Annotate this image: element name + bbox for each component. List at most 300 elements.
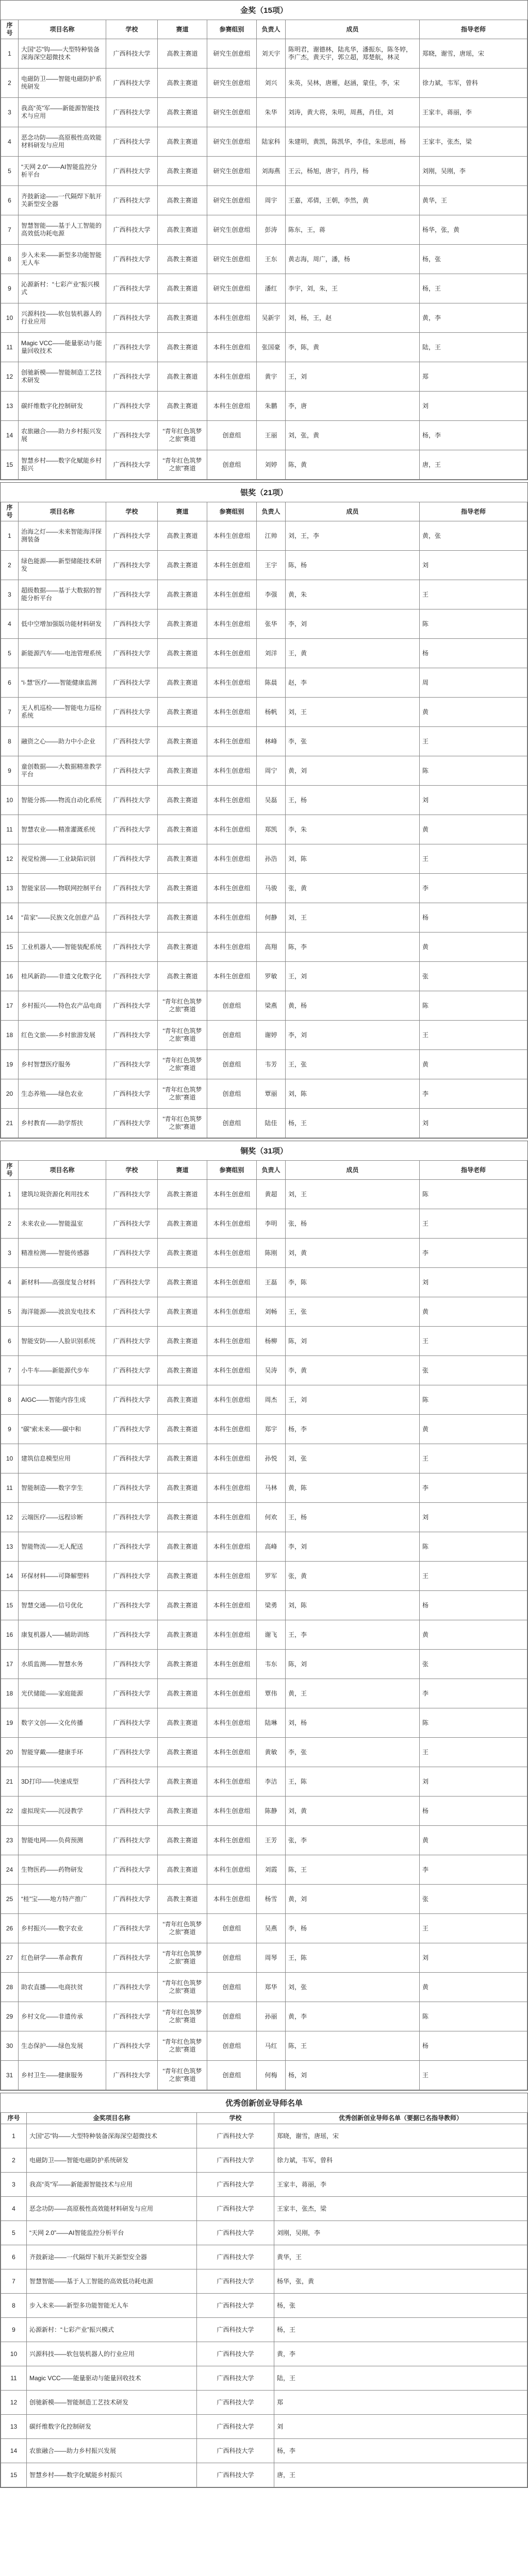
table-cell: 红色文旅——乡村旅游发展	[19, 1021, 106, 1050]
table-cell: 刘，杨，王，赵	[286, 303, 420, 333]
table-cell: 王家丰，蒋丽，李	[420, 98, 527, 127]
table-cell: 高教主赛道	[158, 157, 207, 186]
table-row	[1, 1503, 527, 1532]
table-row	[1, 157, 527, 186]
table-cell: 高教主赛道	[158, 1209, 207, 1239]
table-cell: 黄，陈	[286, 1473, 420, 1503]
table-cell: 新能源汽车——电池管理系统	[19, 639, 106, 668]
table-cell: 20	[1, 1738, 19, 1767]
table-cell: 李	[420, 1239, 527, 1268]
table-cell: 陈	[420, 2002, 527, 2031]
table-cell: 1	[1, 2124, 27, 2148]
table-row	[1, 1797, 527, 1826]
table-cell: 高教主赛道	[158, 1180, 207, 1209]
table-cell: 王，刘	[286, 962, 420, 991]
table-cell: 王芳	[257, 1826, 286, 1855]
table-cell: 李	[420, 1855, 527, 1885]
table-cell: 19	[1, 1708, 19, 1738]
table-cell: 陈，王	[286, 1855, 420, 1885]
table-row	[1, 450, 527, 480]
table-cell: 杨，王	[274, 2318, 527, 2342]
table-cell: 刘畅	[257, 1297, 286, 1327]
table-cell: 杨	[420, 1591, 527, 1620]
table-row	[1, 69, 527, 98]
table-cell: 王，杨	[286, 1503, 420, 1532]
table-cell: 李，陈	[286, 1268, 420, 1297]
table-cell: 创意组	[207, 1914, 257, 1943]
table-cell: 22	[1, 1797, 19, 1826]
table-cell: 广西科技大学	[106, 1079, 158, 1109]
table-cell: 广西科技大学	[197, 2415, 274, 2439]
table-cell: 智能穿戴——健康手环	[19, 1738, 106, 1767]
table-cell: 2	[1, 551, 19, 580]
table-cell: 广西科技大学	[197, 2318, 274, 2342]
table-cell: “青年红色筑梦之旅”赛道	[158, 421, 207, 450]
table-cell: 刘，王	[286, 903, 420, 933]
table-cell: 陆，王	[274, 2366, 527, 2391]
table-cell: 高教主赛道	[158, 1885, 207, 1914]
table-cell: 广西科技大学	[106, 874, 158, 903]
table-row	[1, 1109, 527, 1138]
table-cell: 本科生创意组	[207, 1209, 257, 1239]
table-cell: 高教主赛道	[158, 1356, 207, 1385]
table-cell: 创意组	[207, 1109, 257, 1138]
table-cell: 吴涛	[257, 1356, 286, 1385]
table-cell: 智慧交通——信号优化	[19, 1591, 106, 1620]
table-cell: 10	[1, 2342, 27, 2366]
table-cell: 黄华，王	[420, 186, 527, 215]
table-cell: 广西科技大学	[106, 1708, 158, 1738]
table-cell: 智能家居——物联网控制平台	[19, 874, 106, 903]
table-row	[1, 639, 527, 668]
table-cell: 本科生创意组	[207, 933, 257, 962]
table-cell: 李明	[257, 1209, 286, 1239]
table-row	[1, 1050, 527, 1079]
column-header: 学校	[197, 2113, 274, 2124]
table-cell: 张华	[257, 609, 286, 639]
table-cell: 17	[1, 991, 19, 1021]
column-header: 指导老师	[420, 502, 527, 521]
table-row	[1, 2269, 527, 2294]
table-cell: 高教主赛道	[158, 874, 207, 903]
award-table	[1, 502, 527, 1138]
table-cell: 乡村文化——非遗传承	[19, 2002, 106, 2031]
column-header: 项目名称	[19, 20, 106, 39]
table-cell: 广西科技大学	[106, 1562, 158, 1591]
table-cell: 红色研学——革命教育	[19, 1943, 106, 1973]
table-cell: 创意组	[207, 1050, 257, 1079]
table-row	[1, 1973, 527, 2002]
table-row	[1, 303, 527, 333]
table-row	[1, 127, 527, 157]
table-cell: 智能制造——数字孪生	[19, 1473, 106, 1503]
table-cell: 24	[1, 1855, 19, 1885]
table-cell: “青年红色筑梦之旅”赛道	[158, 450, 207, 480]
table-cell: 本科生创意组	[207, 1826, 257, 1855]
table-cell: 工业机器人——智能装配系统	[19, 933, 106, 962]
table-cell: 齐鼓新途——一代隔焊下航开关新型安全器	[19, 186, 106, 215]
table-cell: 陈，刘	[286, 1650, 420, 1679]
table-cell: 本科生创意组	[207, 668, 257, 698]
table-row	[1, 1473, 527, 1503]
table-row	[1, 756, 527, 786]
table-cell: “苗家”——民族文化创意产品	[19, 903, 106, 933]
table-cell: 碳纤维数字化控制研发	[27, 2415, 197, 2439]
table-cell: 杨，李	[420, 421, 527, 450]
column-header: 参赛组别	[207, 502, 257, 521]
table-cell: 15	[1, 1591, 19, 1620]
table-cell: 本科生创意组	[207, 1385, 257, 1415]
table-cell: 广西科技大学	[106, 2031, 158, 2061]
table-cell: 融资之心——助力中小企业	[19, 727, 106, 756]
table-cell: 高教主赛道	[158, 786, 207, 815]
table-cell: 王磊	[257, 1268, 286, 1297]
table-row	[1, 2061, 527, 2090]
table-cell: 陆琳	[257, 1708, 286, 1738]
table-cell: 杨，李	[286, 1415, 420, 1444]
table-cell: 本科生创意组	[207, 580, 257, 609]
table-row	[1, 2148, 527, 2173]
column-header: 参赛组别	[207, 1161, 257, 1180]
table-cell: 本科生创意组	[207, 551, 257, 580]
table-cell: 4	[1, 2197, 27, 2221]
table-cell: 数字文创——文化传播	[19, 1708, 106, 1738]
table-cell: 王东	[257, 245, 286, 274]
table-cell: 杨	[420, 639, 527, 668]
table-cell: 吴磊	[257, 786, 286, 815]
table-cell: 研究生创意组	[207, 98, 257, 127]
table-cell: 兴源科技——软包装机器人的行业应用	[27, 2342, 197, 2366]
table-cell: 徐力斌，韦军，曾科	[274, 2148, 527, 2173]
table-cell: 唐，王	[420, 450, 527, 480]
table-cell: 广西科技大学	[106, 1415, 158, 1444]
award-section-title: 金奖（15项）	[240, 6, 288, 15]
table-cell: 刘，陈	[286, 844, 420, 874]
table-cell: 广西科技大学	[106, 580, 158, 609]
table-row	[1, 2173, 527, 2197]
table-cell: 高教主赛道	[158, 815, 207, 844]
table-cell: 李强	[257, 580, 286, 609]
table-cell: 恶念功防——高原极性高效能材料研发与应用	[19, 127, 106, 157]
table-cell: 21	[1, 1109, 19, 1138]
table-cell: 精准检测——智能传感器	[19, 1239, 106, 1268]
table-cell: 研究生创意组	[207, 69, 257, 98]
table-row	[1, 2245, 527, 2269]
table-cell: 广西科技大学	[106, 639, 158, 668]
table-row	[1, 1268, 527, 1297]
table-cell: 吴燕	[257, 1914, 286, 1943]
table-cell: 本科生创意组	[207, 1503, 257, 1532]
table-cell: 16	[1, 1620, 19, 1650]
table-cell: 本科生创意组	[207, 756, 257, 786]
table-cell: 本科生创意组	[207, 844, 257, 874]
column-header: 指导老师	[420, 1161, 527, 1180]
table-cell: 王	[420, 1562, 527, 1591]
table-cell: 13	[1, 392, 19, 421]
table-cell: 朱建明，黄凯，陈凯华，李佳，朱思雨，杨	[286, 127, 420, 157]
table-cell: “青年红色筑梦之旅”赛道	[158, 1109, 207, 1138]
table-cell: 本科生创意组	[207, 1679, 257, 1708]
table-cell: 陆家科	[257, 127, 286, 157]
table-cell: 28	[1, 1973, 19, 2002]
table-cell: 黄	[420, 1973, 527, 2002]
table-cell: 本科生创意组	[207, 1650, 257, 1679]
table-cell: 黄	[420, 815, 527, 844]
table-cell: 王，陈	[286, 1767, 420, 1797]
table-cell: 高教主赛道	[158, 698, 207, 727]
table-cell: 江帅	[257, 521, 286, 551]
table-cell: “青年红色筑梦之旅”赛道	[158, 1079, 207, 1109]
table-cell: 广西科技大学	[197, 2148, 274, 2173]
table-cell: 广西科技大学	[106, 1268, 158, 1297]
table-cell: Magic VCC——能量驱动与能量回收技术	[27, 2366, 197, 2391]
table-cell: 朱华	[257, 98, 286, 127]
table-row	[1, 1444, 527, 1473]
column-header: 赛道	[158, 1161, 207, 1180]
table-cell: 孙浩	[257, 844, 286, 874]
table-cell: 杨华，张，黄	[274, 2269, 527, 2294]
table-cell: 绿色能源——新型储能技术研发	[19, 551, 106, 580]
table-cell: 本科生创意组	[207, 1239, 257, 1268]
table-cell: 王	[420, 2061, 527, 2090]
table-cell: 19	[1, 1050, 19, 1079]
table-cell: 治海之灯——未来智能海洋探测装备	[19, 521, 106, 551]
table-cell: 郑晓，谢雪，唐瑶，宋	[274, 2124, 527, 2148]
award-section	[0, 482, 528, 1139]
column-header: 序号	[1, 2113, 27, 2124]
table-cell: 13	[1, 2415, 27, 2439]
table-cell: 张国豪	[257, 333, 286, 362]
table-cell: 研究生创意组	[207, 245, 257, 274]
table-cell: 建筑信息模型应用	[19, 1444, 106, 1473]
table-cell: 沁源新村：“七彩产业”振兴模式	[19, 274, 106, 303]
table-cell: 广西科技大学	[106, 1855, 158, 1885]
table-row	[1, 1079, 527, 1109]
column-header: 项目名称	[19, 1161, 106, 1180]
table-row	[1, 609, 527, 639]
table-cell: 8	[1, 245, 19, 274]
table-cell: 张，黄	[286, 874, 420, 903]
table-cell: 刘	[420, 1767, 527, 1797]
table-cell: 广西科技大学	[106, 1209, 158, 1239]
table-cell: 李，朱	[286, 815, 420, 844]
table-cell: 杨帆	[257, 698, 286, 727]
table-cell: 张，杨	[286, 1209, 420, 1239]
table-cell: “天网 2.0”——AI智能监控分析平台	[27, 2221, 197, 2245]
table-cell: 4	[1, 127, 19, 157]
table-cell: 新材料——高强度复合材料	[19, 1268, 106, 1297]
table-cell: 4	[1, 609, 19, 639]
table-row	[1, 2415, 527, 2439]
table-row	[1, 1327, 527, 1356]
table-cell: 黄	[420, 1297, 527, 1327]
column-header: 序号	[1, 1161, 19, 1180]
table-cell: 广西科技大学	[106, 450, 158, 480]
table-cell: 乡村振兴——特色农产品电商	[19, 991, 106, 1021]
table-cell: 陈	[420, 1532, 527, 1562]
table-cell: 郑宇	[257, 1415, 286, 1444]
table-cell: 15	[1, 2463, 27, 2487]
table-cell: 李	[420, 1079, 527, 1109]
table-cell: 9	[1, 756, 19, 786]
table-row	[1, 1021, 527, 1050]
table-cell: 王，张	[286, 1297, 420, 1327]
table-cell: 黄	[420, 1415, 527, 1444]
table-cell: 13	[1, 874, 19, 903]
table-cell: 水质监测——智慧水务	[19, 1650, 106, 1679]
table-cell: 广西科技大学	[106, 215, 158, 245]
table-row	[1, 2366, 527, 2391]
table-cell: 本科生创意组	[207, 962, 257, 991]
table-cell: 本科生创意组	[207, 303, 257, 333]
table-row	[1, 186, 527, 215]
table-cell: 刘婷	[257, 450, 286, 480]
table-row	[1, 521, 527, 551]
table-cell: 刘，杨	[286, 1708, 420, 1738]
table-cell: 陈，李	[286, 933, 420, 962]
table-cell: 广西科技大学	[106, 157, 158, 186]
table-cell: 高翔	[257, 933, 286, 962]
column-header: 负责人	[257, 502, 286, 521]
table-row	[1, 1826, 527, 1855]
table-cell: 刘	[420, 1503, 527, 1532]
table-cell: 大国“芯”钩——大型特种装备深海深空超微技术	[27, 2124, 197, 2148]
table-cell: 高教主赛道	[158, 844, 207, 874]
table-row	[1, 274, 527, 303]
table-cell: 张，李	[286, 1826, 420, 1855]
table-cell: 高教主赛道	[158, 1767, 207, 1797]
table-cell: 生态保护——绿色发展	[19, 2031, 106, 2061]
table-cell: 步入未来——新型多功能智能无人车	[27, 2294, 197, 2318]
table-cell: 11	[1, 815, 19, 844]
table-cell: 5	[1, 1297, 19, 1327]
mentor-header-row	[1, 2113, 527, 2124]
table-cell: 广西科技大学	[106, 1444, 158, 1473]
table-cell: 谢婷	[257, 1021, 286, 1050]
table-cell: 乡村教育——助学帮扶	[19, 1109, 106, 1138]
table-cell: 张	[420, 1356, 527, 1385]
table-cell: 广西科技大学	[106, 786, 158, 815]
table-cell: 黄，李	[420, 303, 527, 333]
table-row	[1, 815, 527, 844]
table-cell: 高教主赛道	[158, 274, 207, 303]
table-cell: 2	[1, 1209, 19, 1239]
table-cell: 郑华	[257, 1973, 286, 2002]
table-cell: 周	[420, 668, 527, 698]
table-cell: 本科生创意组	[207, 609, 257, 639]
table-cell: 梁勇	[257, 1591, 286, 1620]
table-cell: 何梅	[257, 2061, 286, 2090]
table-cell: 研究生创意组	[207, 186, 257, 215]
table-cell: 广西科技大学	[106, 1356, 158, 1385]
table-cell: 6	[1, 2245, 27, 2269]
table-cell: “i·慧”医疗——智能健康监测	[19, 668, 106, 698]
table-cell: 刘，王	[286, 698, 420, 727]
table-cell: 14	[1, 2439, 27, 2463]
table-cell: 智慧乡村——数字化赋能乡村振兴	[19, 450, 106, 480]
table-row	[1, 1855, 527, 1885]
table-cell: 刘洋	[257, 639, 286, 668]
table-cell: 25	[1, 1885, 19, 1914]
table-cell: 智能安防——人脸识别系统	[19, 1327, 106, 1356]
table-cell: 广西科技大学	[197, 2197, 274, 2221]
table-cell: 本科生创意组	[207, 1885, 257, 1914]
table-row	[1, 1385, 527, 1415]
column-header: 负责人	[257, 1161, 286, 1180]
table-cell: 27	[1, 1943, 19, 1973]
table-cell: 王，张	[286, 1050, 420, 1079]
table-cell: 4	[1, 1268, 19, 1297]
table-cell: 黄	[420, 1620, 527, 1650]
table-cell: 3	[1, 98, 19, 127]
table-cell: 助农直播——电商扶贫	[19, 1973, 106, 2002]
table-row	[1, 1562, 527, 1591]
table-cell: 广西科技大学	[106, 392, 158, 421]
table-cell: 林峰	[257, 727, 286, 756]
table-row	[1, 2002, 527, 2031]
table-cell: 11	[1, 1473, 19, 1503]
table-cell: 杨，李	[274, 2439, 527, 2463]
table-cell: 杨柳	[257, 1327, 286, 1356]
award-section	[0, 0, 528, 480]
table-cell: 高教主赛道	[158, 1620, 207, 1650]
table-cell: 2	[1, 69, 19, 98]
table-cell: 高教主赛道	[158, 1708, 207, 1738]
table-cell: 刘	[420, 1109, 527, 1138]
table-cell: 本科生创意组	[207, 874, 257, 903]
table-row	[1, 215, 527, 245]
table-cell: 张	[420, 1885, 527, 1914]
table-cell: 高教主赛道	[158, 1797, 207, 1826]
table-row	[1, 1885, 527, 1914]
table-cell: 智慧智能——基于人工智能的高效低功耗电源	[27, 2269, 197, 2294]
table-cell: 10	[1, 303, 19, 333]
table-cell: 创意组	[207, 1021, 257, 1050]
table-cell: AIGC——智能内容生成	[19, 1385, 106, 1415]
table-cell: 李，陈，黄	[286, 333, 420, 362]
table-cell: 高教主赛道	[158, 186, 207, 215]
table-cell: 高教主赛道	[158, 98, 207, 127]
column-header: 成员	[286, 20, 420, 39]
table-cell: 广西科技大学	[197, 2173, 274, 2197]
table-cell: 创意组	[207, 450, 257, 480]
table-cell: 14	[1, 903, 19, 933]
table-row	[1, 98, 527, 127]
mentor-section	[0, 2093, 528, 2488]
table-cell: 广西科技大学	[106, 551, 158, 580]
table-cell: 刘	[420, 1268, 527, 1297]
table-cell: 创意组	[207, 1943, 257, 1973]
table-cell: 8	[1, 2294, 27, 2318]
table-cell: 6	[1, 668, 19, 698]
table-cell: 广西科技大学	[106, 1826, 158, 1855]
table-cell: 徐力斌，韦军，曾科	[420, 69, 527, 98]
table-cell: 王家丰，张杰，梁	[420, 127, 527, 157]
table-row	[1, 1239, 527, 1268]
column-header: 优秀创新创业导师名单（要据已名指导教师）	[274, 2113, 527, 2124]
table-row	[1, 333, 527, 362]
table-row	[1, 1180, 527, 1209]
table-cell: 本科生创意组	[207, 1180, 257, 1209]
table-row	[1, 362, 527, 392]
table-row	[1, 1914, 527, 1943]
table-cell: 黄宇	[257, 362, 286, 392]
table-cell: 广西科技大学	[106, 962, 158, 991]
table-cell: 智能电网——负荷预测	[19, 1826, 106, 1855]
table-cell: 刘，张，黄	[286, 421, 420, 450]
table-cell: 王，刘	[286, 362, 420, 392]
table-cell: 本科生创意组	[207, 521, 257, 551]
